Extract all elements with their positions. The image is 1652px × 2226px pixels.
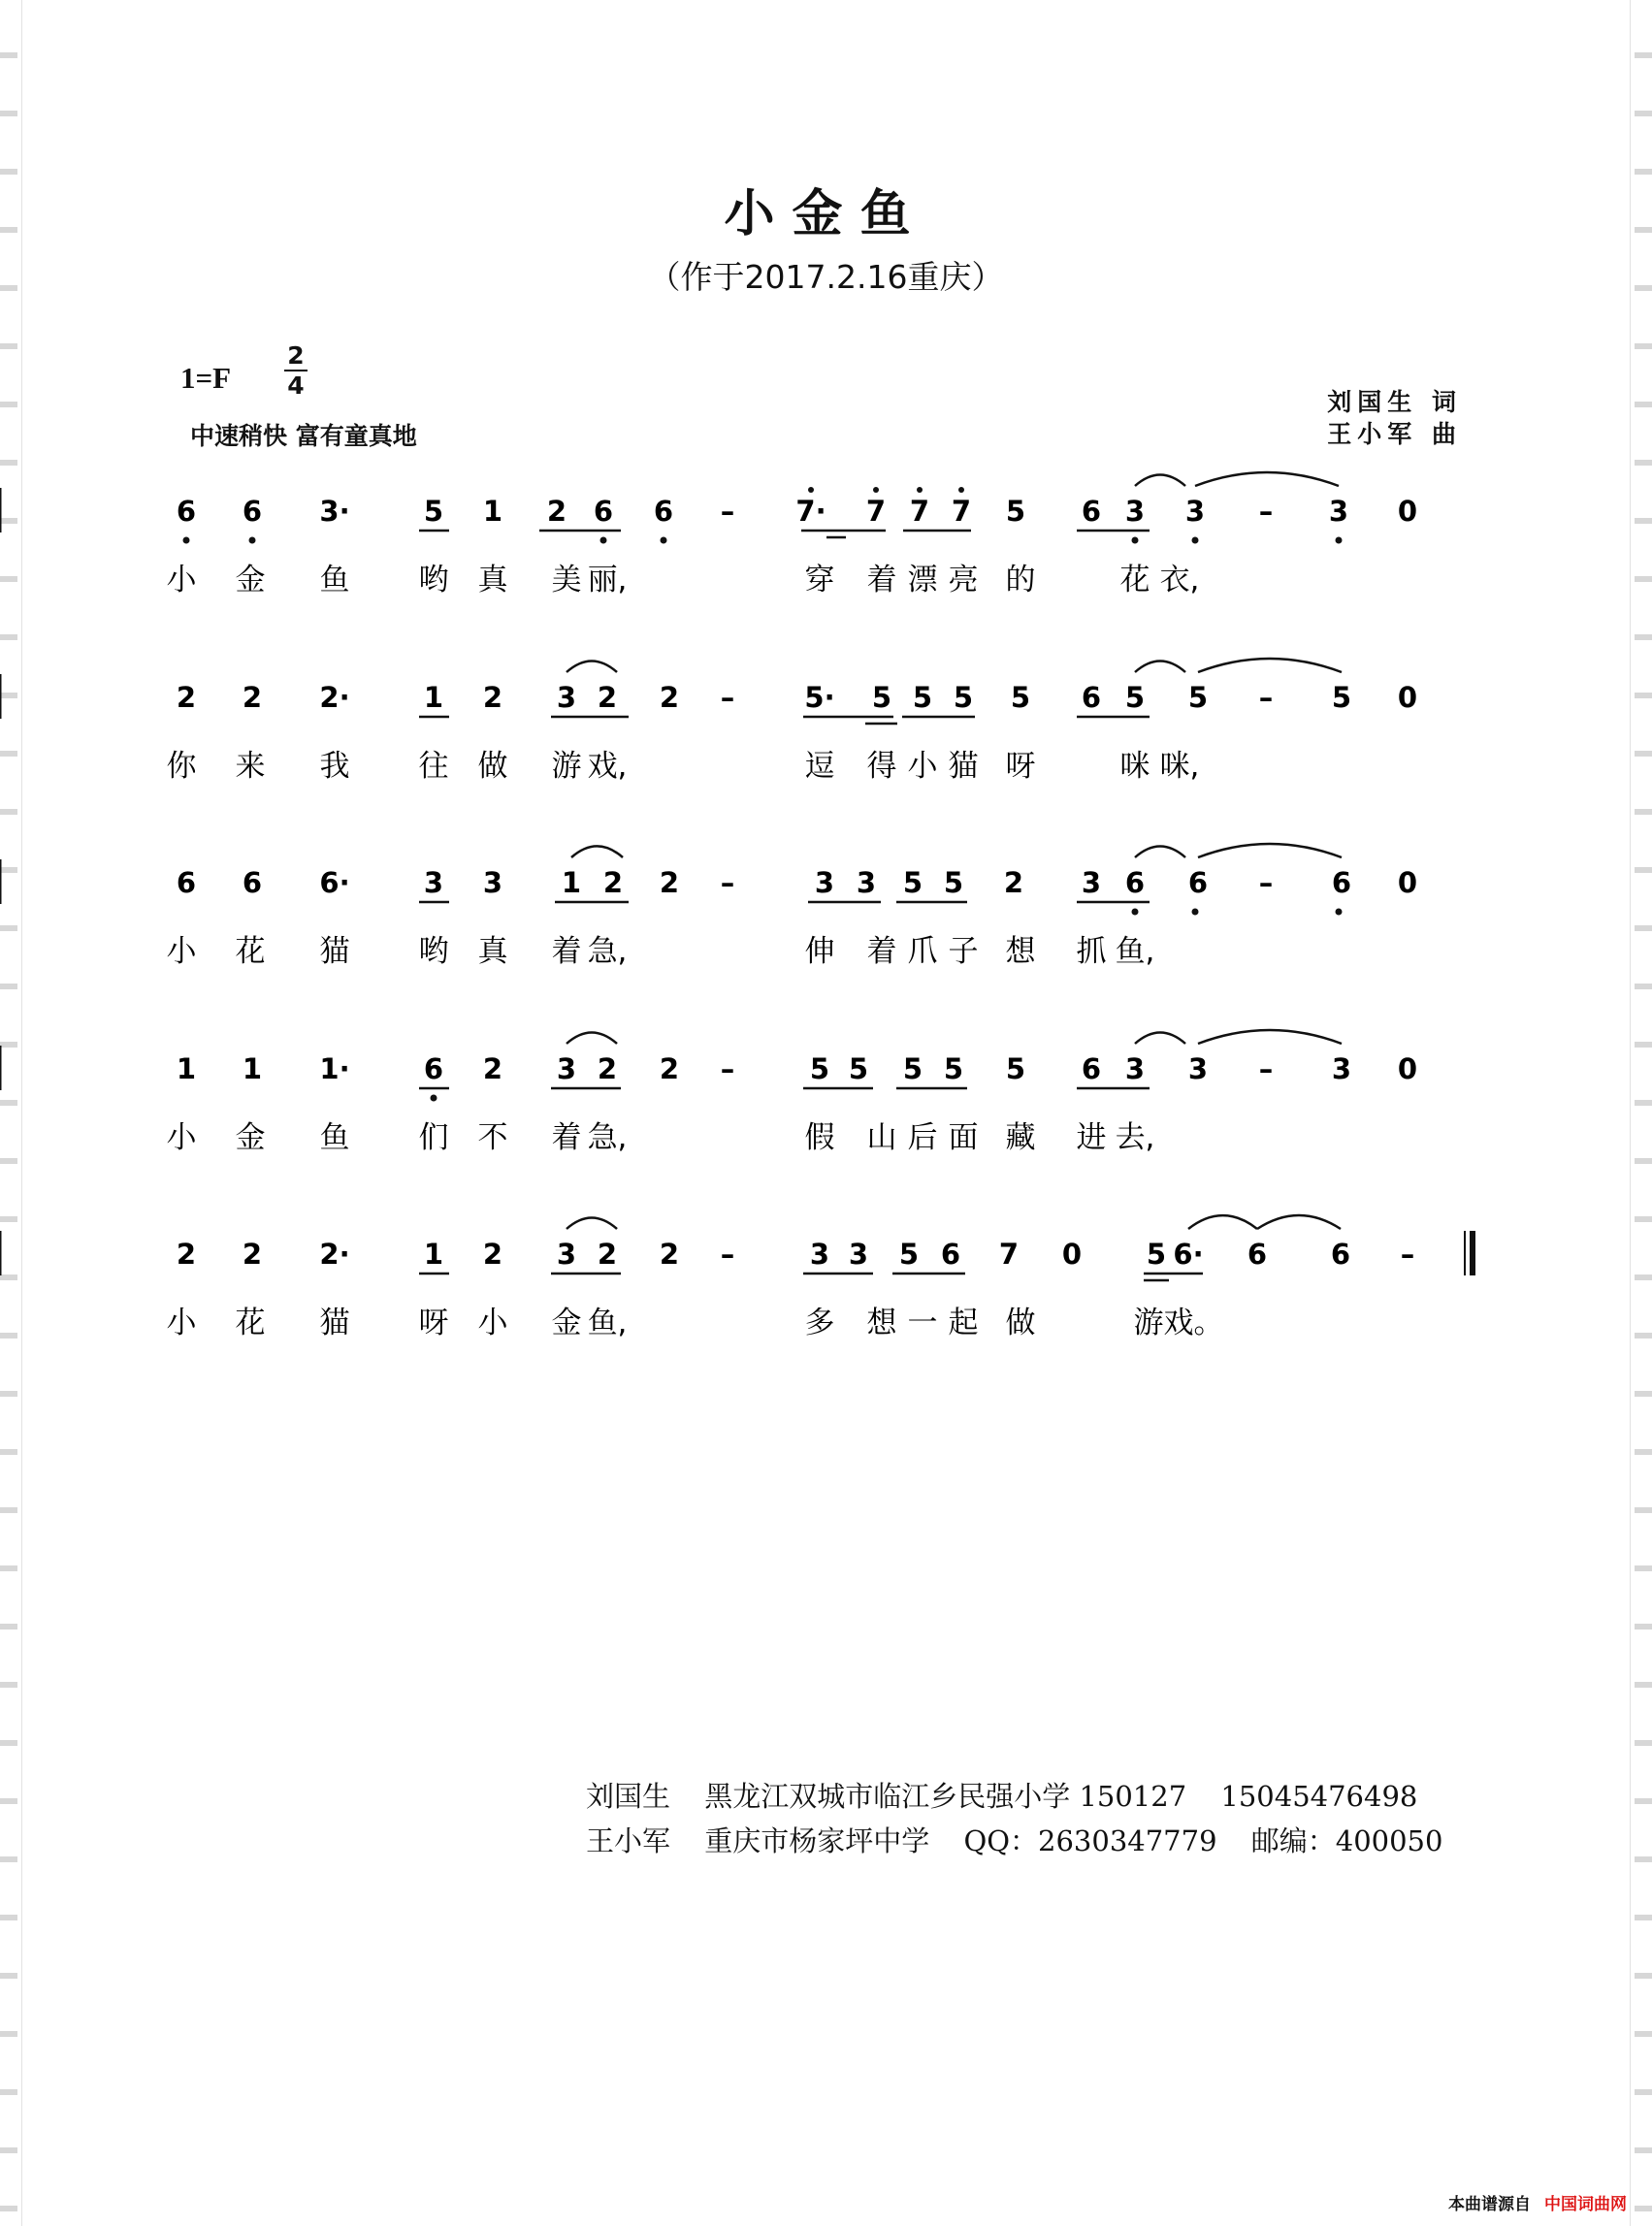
- note: 5: [953, 681, 974, 714]
- note: 5: [902, 866, 923, 899]
- lyric-syllable: 花: [235, 934, 266, 969]
- lyric-syllable: 真: [477, 563, 508, 597]
- note: 6: [242, 866, 263, 899]
- note: 1: [482, 495, 503, 528]
- lyric-syllable: 来: [235, 749, 266, 784]
- dash-extension: –: [1258, 681, 1274, 714]
- note: 2: [176, 1238, 197, 1271]
- lyric-syllable: 咪,: [1159, 749, 1200, 784]
- note: 3: [1124, 1052, 1146, 1085]
- note: 3·: [319, 495, 350, 528]
- high-octave-dot: [958, 487, 964, 493]
- note: 6: [1247, 1238, 1268, 1271]
- lyric-syllable: 呀: [418, 1306, 449, 1340]
- lyric-syllable: 逗: [804, 749, 835, 784]
- lyric-syllable: 美: [551, 563, 582, 597]
- lyric-syllable: 猫: [319, 1306, 350, 1340]
- key-signature: 1=F: [180, 361, 232, 395]
- low-octave-dot: [1192, 537, 1199, 544]
- footer-address: 黑龙江双城市临江乡民强小学 150127: [704, 1780, 1187, 1813]
- lyric-syllable: 面: [948, 1120, 979, 1155]
- lyric-syllable: 鱼,: [1115, 934, 1155, 969]
- note: 1: [176, 1052, 197, 1085]
- lyric-syllable: 花: [235, 1306, 266, 1340]
- note: 3: [809, 1238, 830, 1271]
- note: 5: [1187, 681, 1209, 714]
- note: 6: [242, 495, 263, 528]
- note: 0: [1397, 681, 1418, 714]
- note: 5: [848, 1052, 869, 1085]
- lyric-syllable: 哟: [418, 934, 449, 969]
- source-label: 本曲谱源自: [1448, 2195, 1531, 2214]
- lyric-syllable: 金: [551, 1306, 582, 1340]
- note: 0: [1397, 866, 1418, 899]
- note: 5: [902, 1052, 923, 1085]
- note: 2: [597, 681, 618, 714]
- note: 2: [659, 1052, 680, 1085]
- note: 5: [1124, 681, 1146, 714]
- note: 2: [602, 866, 624, 899]
- note: 1: [561, 866, 582, 899]
- note: 6: [1081, 495, 1102, 528]
- note: 6: [176, 495, 197, 528]
- note: 6: [1081, 1052, 1102, 1085]
- lyric-syllable: 做: [1005, 1306, 1036, 1340]
- lyric-syllable: 抓: [1076, 934, 1107, 969]
- note: 2·: [319, 1238, 350, 1271]
- note: 2: [242, 681, 263, 714]
- high-octave-dot: [808, 487, 814, 493]
- dash-extension: –: [1400, 1238, 1415, 1271]
- low-octave-dot: [1336, 909, 1343, 916]
- note: 2: [242, 1238, 263, 1271]
- note: 2: [659, 866, 680, 899]
- footer-row-lyricist: [586, 1775, 1442, 1815]
- note: 3: [556, 681, 577, 714]
- footer-name: 王小军: [586, 1824, 671, 1857]
- time-signature-top: 2: [287, 341, 305, 370]
- dash-extension: –: [720, 495, 735, 528]
- lyric-syllable: 猫: [948, 749, 979, 784]
- note: 1: [242, 1052, 263, 1085]
- lyric-syllable: 小: [166, 563, 197, 597]
- slur: [567, 1033, 617, 1045]
- note: 5: [871, 681, 892, 714]
- source-credit: [1448, 2190, 1627, 2214]
- slur: [1198, 844, 1342, 857]
- lyric-syllable: 进: [1076, 1120, 1107, 1155]
- lyric-syllable: 起: [948, 1306, 979, 1340]
- slur: [1135, 475, 1185, 487]
- lyric-syllable: 想: [1005, 934, 1036, 969]
- note: 1: [423, 1238, 444, 1271]
- lyric-syllable: 金: [235, 563, 266, 597]
- low-octave-dot: [1192, 909, 1199, 916]
- note: 2: [482, 681, 503, 714]
- note: 5: [1010, 681, 1031, 714]
- note: 6·: [1173, 1238, 1204, 1271]
- note: 7: [951, 495, 972, 528]
- note: 3: [1331, 1052, 1352, 1085]
- note: 7: [909, 495, 930, 528]
- slur: [1188, 1215, 1257, 1229]
- lyric-syllable: 着: [866, 934, 897, 969]
- lyric-syllable: 小: [166, 1306, 197, 1340]
- note: 2: [482, 1238, 503, 1271]
- low-octave-dot: [431, 1095, 437, 1102]
- note: 3: [856, 866, 877, 899]
- lyric-syllable: 不: [477, 1120, 508, 1155]
- lyric-syllable: 戏,: [587, 749, 628, 784]
- footer-name: 刘国生: [586, 1780, 671, 1813]
- lyric-syllable: 你: [166, 749, 197, 784]
- footer-qq: QQ：2630347779: [963, 1824, 1217, 1857]
- note: 5: [898, 1238, 920, 1271]
- lyric-syllable: 爪: [907, 934, 938, 969]
- note: 6: [593, 495, 614, 528]
- note: 3: [1328, 495, 1349, 528]
- lyric-syllable: 藏: [1005, 1120, 1036, 1155]
- lyric-syllable: 花: [1119, 563, 1150, 597]
- note: 6: [1081, 681, 1102, 714]
- slur: [1198, 659, 1342, 672]
- slur: [1198, 1030, 1342, 1044]
- lyric-syllable: 鱼: [319, 563, 350, 597]
- note: 6·: [319, 866, 350, 899]
- note: 2: [597, 1052, 618, 1085]
- note: 6: [176, 866, 197, 899]
- lyric-syllable: 的: [1005, 563, 1036, 597]
- footer-row-composer: [586, 1820, 1468, 1859]
- lyric-syllable: 小: [477, 1306, 508, 1340]
- lyric-syllable: 小: [907, 749, 938, 784]
- note: 3: [848, 1238, 869, 1271]
- note: 5: [1005, 495, 1026, 528]
- dash-extension: –: [720, 866, 735, 899]
- note: 7: [865, 495, 887, 528]
- slur: [1135, 1033, 1185, 1045]
- note: 2: [597, 1238, 618, 1271]
- note: 5: [912, 681, 933, 714]
- low-octave-dot: [600, 537, 607, 544]
- note: 3: [814, 866, 835, 899]
- lyric-syllable: 穿: [804, 563, 835, 597]
- low-octave-dot: [661, 537, 667, 544]
- note: 2: [659, 681, 680, 714]
- lyric-syllable: 小: [166, 934, 197, 969]
- footer-address: 重庆市杨家坪中学: [704, 1824, 930, 1857]
- time-signature-bottom: 4: [287, 371, 305, 400]
- lyric-syllable: 多: [804, 1306, 835, 1340]
- note: 3: [1124, 495, 1146, 528]
- lyric-syllable: 做: [477, 749, 508, 784]
- lyric-syllable: 猫: [319, 934, 350, 969]
- slur: [1195, 472, 1339, 486]
- note: 3: [1187, 1052, 1209, 1085]
- note: 5: [943, 866, 964, 899]
- lyric-syllable: 想: [866, 1306, 897, 1340]
- dash-extension: –: [720, 681, 735, 714]
- note: 5: [1331, 681, 1352, 714]
- note: 3: [556, 1052, 577, 1085]
- footer-postcode: 邮编：400050: [1250, 1824, 1443, 1857]
- note: 6: [653, 495, 674, 528]
- lyric-syllable: 亮: [948, 563, 979, 597]
- dash-extension: –: [1258, 1052, 1274, 1085]
- low-octave-dot: [1336, 537, 1343, 544]
- slur: [1135, 847, 1185, 858]
- note: 5: [423, 495, 444, 528]
- lyric-syllable: 真: [477, 934, 508, 969]
- note: 0: [1061, 1238, 1083, 1271]
- dash-extension: –: [720, 1052, 735, 1085]
- low-octave-dot: [249, 537, 256, 544]
- lyric-syllable: 们: [418, 1120, 449, 1155]
- note: 3: [556, 1238, 577, 1271]
- note: 0: [1397, 495, 1418, 528]
- note: 7: [998, 1238, 1020, 1271]
- note: 5: [1005, 1052, 1026, 1085]
- slur: [1135, 661, 1185, 673]
- lyric-syllable: 金: [235, 1120, 266, 1155]
- note: 2·: [319, 681, 350, 714]
- lyric-syllable: 子: [948, 934, 979, 969]
- note: 5: [943, 1052, 964, 1085]
- lyric-syllable: 鱼,: [587, 1306, 628, 1340]
- lyric-syllable: 去,: [1115, 1120, 1155, 1155]
- lyric-syllable: 游戏。: [1133, 1306, 1224, 1340]
- low-octave-dot: [183, 537, 190, 544]
- note: 3: [1081, 866, 1102, 899]
- dash-extension: –: [1258, 495, 1274, 528]
- slur: [1257, 1215, 1341, 1229]
- lyric-syllable: 后: [907, 1120, 938, 1155]
- tempo-marking: 中速稍快 富有童真地: [190, 422, 417, 450]
- note: 3: [423, 866, 444, 899]
- song-subtitle: （作于2017.2.16重庆）: [648, 258, 1004, 296]
- note: 2: [546, 495, 567, 528]
- note: 7·: [795, 495, 826, 528]
- low-octave-dot: [1132, 537, 1139, 544]
- note: 3: [1184, 495, 1206, 528]
- lyric-syllable: 着: [866, 563, 897, 597]
- footer-phone: 15045476498: [1220, 1780, 1418, 1813]
- note: 6: [1330, 1238, 1351, 1271]
- lyricist-credit: 刘国生 词: [1327, 388, 1462, 416]
- lyric-syllable: 哟: [418, 563, 449, 597]
- lyric-syllable: 假: [804, 1120, 835, 1155]
- note: 5: [809, 1052, 830, 1085]
- note: 5: [1146, 1238, 1167, 1271]
- slur: [571, 846, 623, 857]
- composer-credit: 王小军 曲: [1327, 420, 1462, 448]
- note: 2: [659, 1238, 680, 1271]
- note: 3: [482, 866, 503, 899]
- note: 2: [1003, 866, 1024, 899]
- lyric-syllable: 往: [418, 749, 449, 784]
- slur: [567, 1218, 617, 1230]
- lyric-syllable: 得: [866, 749, 897, 784]
- dash-extension: –: [1258, 866, 1274, 899]
- lyric-syllable: 急,: [587, 934, 628, 969]
- note: 6: [1187, 866, 1209, 899]
- high-octave-dot: [873, 487, 879, 493]
- lyric-syllable: 呀: [1005, 749, 1036, 784]
- lyric-syllable: 山: [866, 1120, 897, 1155]
- lyric-syllable: 小: [166, 1120, 197, 1155]
- lyric-syllable: 一: [907, 1306, 938, 1340]
- lyric-syllable: 丽,: [587, 563, 628, 597]
- lyric-syllable: 着: [551, 934, 582, 969]
- note: 2: [176, 681, 197, 714]
- low-octave-dot: [1132, 909, 1139, 916]
- lyric-syllable: 游: [551, 749, 582, 784]
- slur: [567, 661, 617, 673]
- song-title: 小金鱼: [724, 185, 928, 243]
- lyric-syllable: 咪: [1119, 749, 1150, 784]
- note: 0: [1397, 1052, 1418, 1085]
- high-octave-dot: [917, 487, 923, 493]
- source-site-link[interactable]: 中国词曲网: [1544, 2195, 1627, 2214]
- lyric-syllable: 衣,: [1159, 563, 1200, 597]
- note: 2: [482, 1052, 503, 1085]
- lyric-syllable: 我: [319, 749, 350, 784]
- lyric-syllable: 伸: [804, 934, 835, 969]
- note: 6: [423, 1052, 444, 1085]
- dash-extension: –: [720, 1238, 735, 1271]
- note: 5·: [804, 681, 835, 714]
- lyric-syllable: 急,: [587, 1120, 628, 1155]
- note: 6: [1124, 866, 1146, 899]
- note: 1: [423, 681, 444, 714]
- lyric-syllable: 漂: [907, 563, 938, 597]
- lyric-syllable: 鱼: [319, 1120, 350, 1155]
- note: 6: [940, 1238, 961, 1271]
- note: 6: [1331, 866, 1352, 899]
- lyric-syllable: 着: [551, 1120, 582, 1155]
- note: 1·: [319, 1052, 350, 1085]
